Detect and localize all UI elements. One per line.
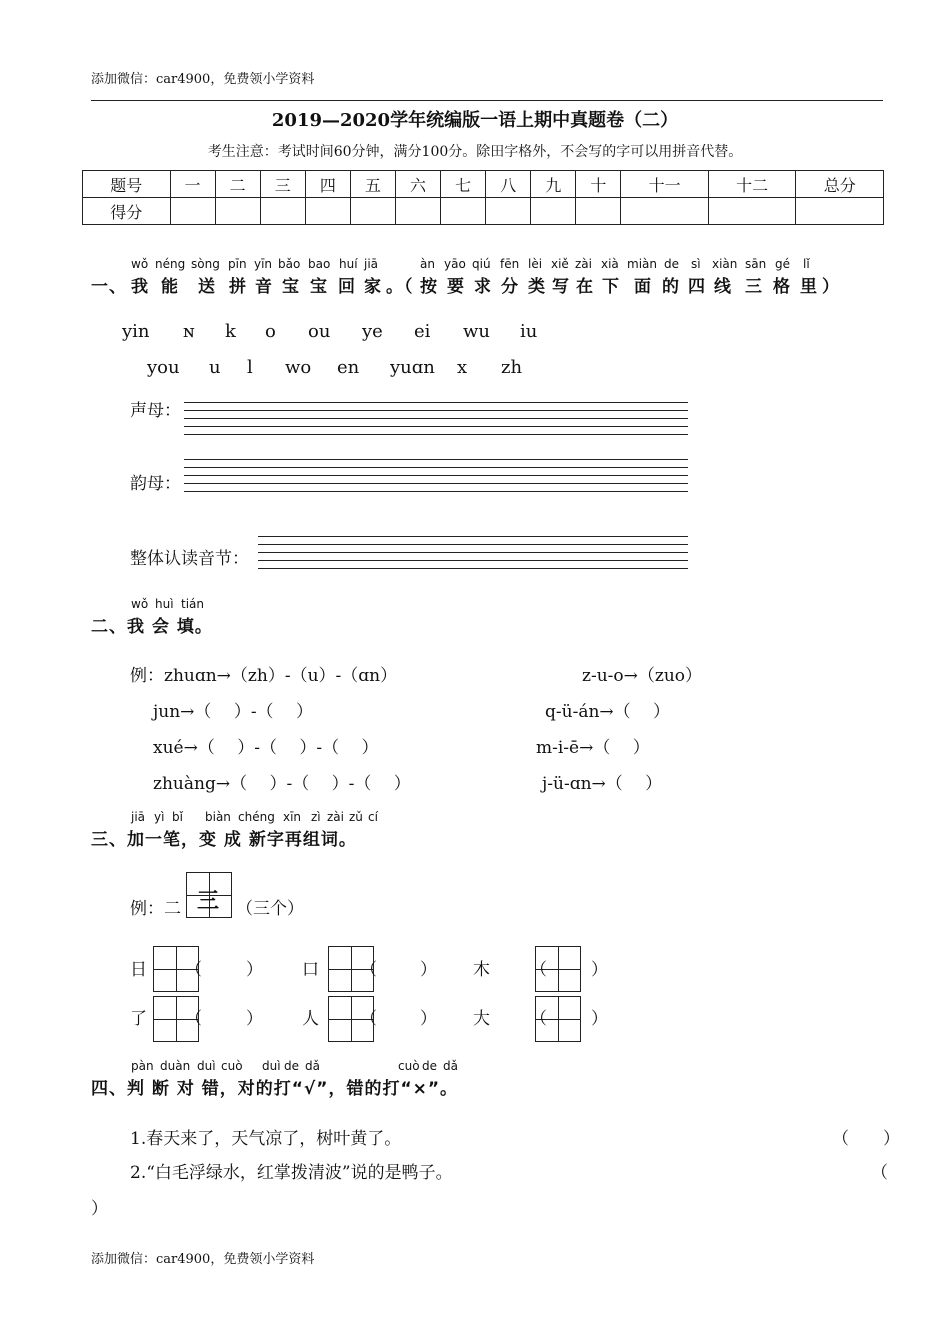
base-char: 口 bbox=[302, 960, 319, 980]
base-char: 人 bbox=[302, 1009, 319, 1029]
pinyin: sì bbox=[691, 257, 701, 271]
base-char: 日 bbox=[130, 960, 147, 980]
table-header-cell: 三 bbox=[260, 171, 305, 198]
pinyin: àn bbox=[420, 257, 435, 271]
heading-char: 音 bbox=[255, 277, 273, 297]
pinyin: dǎ bbox=[443, 1059, 458, 1073]
score-cell[interactable] bbox=[621, 198, 709, 225]
judge-item: 2.“白毛浮绿水，红掌拨清波”说的是鸭子。 bbox=[130, 1163, 453, 1183]
score-cell[interactable] bbox=[796, 198, 884, 225]
heading-char: 在 bbox=[576, 277, 594, 297]
pinyin: bǐ bbox=[172, 810, 183, 824]
pinyin: qiú bbox=[472, 257, 491, 271]
score-cell[interactable] bbox=[395, 198, 440, 225]
heading-char: 能 bbox=[161, 277, 179, 297]
pinyin: cí bbox=[368, 810, 378, 824]
section-heading: 三、加一笔，变 成 新字再组词。 bbox=[91, 830, 357, 850]
pinyin: cuò bbox=[221, 1059, 243, 1073]
pinyin: xiě bbox=[551, 257, 569, 271]
heading-char: 的 bbox=[662, 277, 680, 297]
heading-char: 宝 bbox=[310, 277, 328, 297]
table-header-cell: 五 bbox=[350, 171, 395, 198]
pinyin: bao bbox=[308, 257, 331, 271]
pinyin: jiā bbox=[364, 257, 379, 271]
heading-char: 家 bbox=[364, 277, 382, 297]
pinyin: dǎ bbox=[305, 1059, 320, 1073]
pinyin: duì bbox=[262, 1059, 281, 1073]
score-cell[interactable] bbox=[215, 198, 260, 225]
fill-item[interactable]: q-ü-án→（ ） bbox=[545, 702, 671, 722]
header-note: 添加微信：car4900，免费领小学资料 bbox=[91, 72, 315, 87]
answer-paren[interactable]: （ ） bbox=[832, 1129, 900, 1149]
pinyin: de bbox=[284, 1059, 299, 1073]
heading-char: 写 bbox=[552, 277, 570, 297]
pinyin: jiā bbox=[131, 810, 146, 824]
paren-close: ） bbox=[246, 1009, 263, 1029]
heading-char: 送 bbox=[198, 277, 216, 297]
pinyin: pīn bbox=[228, 257, 247, 271]
pinyin-item: k bbox=[225, 321, 236, 342]
heading-char: 线 bbox=[714, 277, 732, 297]
table-header-cell: 七 bbox=[441, 171, 486, 198]
paren-open: （ bbox=[185, 1009, 202, 1029]
pinyin: sān bbox=[745, 257, 767, 271]
paren-open: （ bbox=[530, 960, 547, 980]
exam-notice: 考生注意：考试时间60分钟，满分100分。除田字格外，不会写的字可以用拼音代替。 bbox=[207, 144, 743, 160]
pinyin: duàn bbox=[160, 1059, 191, 1073]
heading-char: 回 bbox=[338, 277, 356, 297]
pinyin-item: ou bbox=[308, 321, 331, 342]
heading-char: 三 bbox=[745, 277, 763, 297]
paren-close: ） bbox=[420, 960, 437, 980]
pinyin: xià bbox=[601, 257, 619, 271]
table-header-cell: 题号 bbox=[83, 171, 171, 198]
pinyin-item: o bbox=[265, 321, 276, 342]
pinyin-item: u bbox=[209, 357, 221, 378]
pinyin: xiàn bbox=[712, 257, 738, 271]
heading-char: ） bbox=[822, 277, 840, 297]
pinyin-item: ei bbox=[414, 321, 431, 342]
paren-open: （ bbox=[360, 1009, 377, 1029]
yunmu-label: 韵母： bbox=[130, 474, 181, 494]
table-header-cell: 十 bbox=[576, 171, 621, 198]
four-line-grid-shengmu[interactable] bbox=[184, 402, 688, 435]
fill-item[interactable]: xué→（ ）-（ ）-（ ） bbox=[153, 738, 379, 758]
pinyin-item: zh bbox=[501, 357, 523, 378]
pinyin: miàn bbox=[627, 257, 657, 271]
score-cell[interactable] bbox=[708, 198, 796, 225]
answer-paren-open[interactable]: （ bbox=[871, 1163, 888, 1183]
pinyin: gé bbox=[775, 257, 790, 271]
example-word: （三个） bbox=[236, 899, 304, 919]
pinyin: yì bbox=[154, 810, 165, 824]
pinyin-item: you bbox=[147, 357, 180, 378]
pinyin: duì bbox=[197, 1059, 216, 1073]
table-header-cell: 一 bbox=[170, 171, 215, 198]
example-label: 例：二 bbox=[130, 899, 181, 919]
pinyin-item: iu bbox=[520, 321, 538, 342]
score-cell[interactable] bbox=[576, 198, 621, 225]
header-rule bbox=[91, 100, 883, 101]
fill-item[interactable]: m-i-ē→（ ） bbox=[536, 738, 650, 758]
table-header-cell: 十一 bbox=[621, 171, 709, 198]
pinyin-item: en bbox=[337, 357, 360, 378]
pinyin: de bbox=[664, 257, 679, 271]
score-cell[interactable] bbox=[170, 198, 215, 225]
page-title: 2019—2020学年统编版一语上期中真题卷（二） bbox=[271, 110, 679, 131]
pinyin: zài bbox=[327, 810, 344, 824]
pinyin-item: ɴ bbox=[183, 321, 195, 342]
score-cell[interactable] bbox=[531, 198, 576, 225]
score-cell[interactable] bbox=[350, 198, 395, 225]
pinyin: chéng bbox=[238, 810, 275, 824]
pinyin: lèi bbox=[528, 257, 543, 271]
fill-item[interactable]: zhuàng→（ ）-（ ）-（ ） bbox=[153, 774, 411, 794]
score-table-header-row bbox=[83, 171, 884, 198]
heading-char: 下 bbox=[602, 277, 620, 297]
table-header-cell: 二 bbox=[215, 171, 260, 198]
score-cell[interactable] bbox=[305, 198, 350, 225]
paren-close: ） bbox=[246, 960, 263, 980]
pinyin: huì bbox=[155, 597, 174, 611]
pinyin: yīn bbox=[254, 257, 273, 271]
score-row-label: 得分 bbox=[83, 198, 171, 225]
paren-close: ） bbox=[420, 1009, 437, 1029]
table-header-cell: 八 bbox=[486, 171, 531, 198]
footer-note: 添加微信：car4900，免费领小学资料 bbox=[91, 1252, 315, 1267]
pinyin-item: yin bbox=[122, 321, 150, 342]
table-header-cell: 四 bbox=[305, 171, 350, 198]
section-number: 一、 bbox=[91, 277, 127, 297]
pinyin-item: x bbox=[457, 357, 468, 378]
heading-char: 分 bbox=[501, 277, 519, 297]
fill-item[interactable]: j-ü-ɑn→（ ） bbox=[542, 774, 663, 794]
pinyin: zài bbox=[575, 257, 592, 271]
pinyin: xīn bbox=[283, 810, 302, 824]
four-line-grid-yunmu[interactable] bbox=[184, 459, 688, 492]
pinyin: yāo bbox=[444, 257, 466, 271]
pinyin-item: l bbox=[247, 357, 253, 378]
table-header-cell: 十二 bbox=[708, 171, 796, 198]
base-char: 大 bbox=[473, 1009, 490, 1029]
pinyin: néng bbox=[155, 257, 186, 271]
score-table bbox=[82, 170, 884, 225]
pinyin: de bbox=[422, 1059, 437, 1073]
heading-char: 面 bbox=[634, 277, 652, 297]
heading-char: 里 bbox=[800, 277, 818, 297]
heading-char: 格 bbox=[773, 277, 791, 297]
heading-char: 要 bbox=[447, 277, 465, 297]
heading-char: 。（ bbox=[386, 277, 414, 297]
paren-close: ） bbox=[591, 960, 608, 980]
heading-char: 按 bbox=[420, 277, 438, 297]
pinyin: biàn bbox=[205, 810, 231, 824]
section-heading: 二、我 会 填。 bbox=[91, 617, 213, 637]
heading-char: 类 bbox=[528, 277, 546, 297]
table-header-cell: 九 bbox=[531, 171, 576, 198]
pinyin: zì bbox=[311, 810, 321, 824]
table-header-cell: 六 bbox=[395, 171, 440, 198]
four-line-grid-zhengti[interactable] bbox=[258, 536, 688, 569]
pinyin: huí bbox=[339, 257, 358, 271]
pinyin: wǒ bbox=[131, 257, 149, 271]
score-cell[interactable] bbox=[486, 198, 531, 225]
score-cell[interactable] bbox=[441, 198, 486, 225]
pinyin-item: ye bbox=[362, 321, 383, 342]
pinyin: pàn bbox=[131, 1059, 154, 1073]
example-left: 例：zhuɑn→（zh）-（u）-（ɑn） bbox=[130, 666, 398, 686]
score-cell[interactable] bbox=[260, 198, 305, 225]
section-heading: 四、判 断 对 错，对的打“√”，错的打“×”。 bbox=[91, 1079, 459, 1099]
pinyin-item: wu bbox=[463, 321, 490, 342]
heading-char: 求 bbox=[474, 277, 492, 297]
heading-char: 四 bbox=[688, 277, 706, 297]
pinyin: lǐ bbox=[803, 257, 810, 271]
example-right: z-u-o→（zuo） bbox=[582, 666, 703, 686]
base-char: 木 bbox=[473, 960, 490, 980]
paren-close: ） bbox=[591, 1009, 608, 1029]
heading-char: 我 bbox=[131, 277, 149, 297]
pinyin: zǔ bbox=[349, 810, 363, 824]
fill-item[interactable]: jun→（ ）-（ ） bbox=[153, 702, 313, 722]
heading-char: 拼 bbox=[229, 277, 247, 297]
pinyin-item: yuɑn bbox=[390, 357, 435, 378]
answer-paren-close[interactable]: ） bbox=[91, 1199, 108, 1219]
zhengti-label: 整体认读音节： bbox=[130, 549, 249, 569]
pinyin: sòng bbox=[191, 257, 220, 271]
paren-open: （ bbox=[360, 960, 377, 980]
heading-char: 宝 bbox=[282, 277, 300, 297]
paren-open: （ bbox=[185, 960, 202, 980]
base-char: 了 bbox=[130, 1009, 147, 1029]
example-char: 三 bbox=[197, 889, 220, 914]
pinyin: fēn bbox=[500, 257, 520, 271]
pinyin: bǎo bbox=[278, 257, 301, 271]
pinyin: cuò bbox=[398, 1059, 420, 1073]
shengmu-label: 声母： bbox=[130, 401, 181, 421]
judge-item: 1.春天来了，天气凉了，树叶黄了。 bbox=[130, 1129, 402, 1149]
score-table-score-row bbox=[83, 198, 884, 225]
table-header-cell: 总分 bbox=[796, 171, 884, 198]
pinyin: wǒ bbox=[131, 597, 149, 611]
pinyin-item: wo bbox=[285, 357, 312, 378]
pinyin: tián bbox=[181, 597, 204, 611]
paren-open: （ bbox=[530, 1009, 547, 1029]
